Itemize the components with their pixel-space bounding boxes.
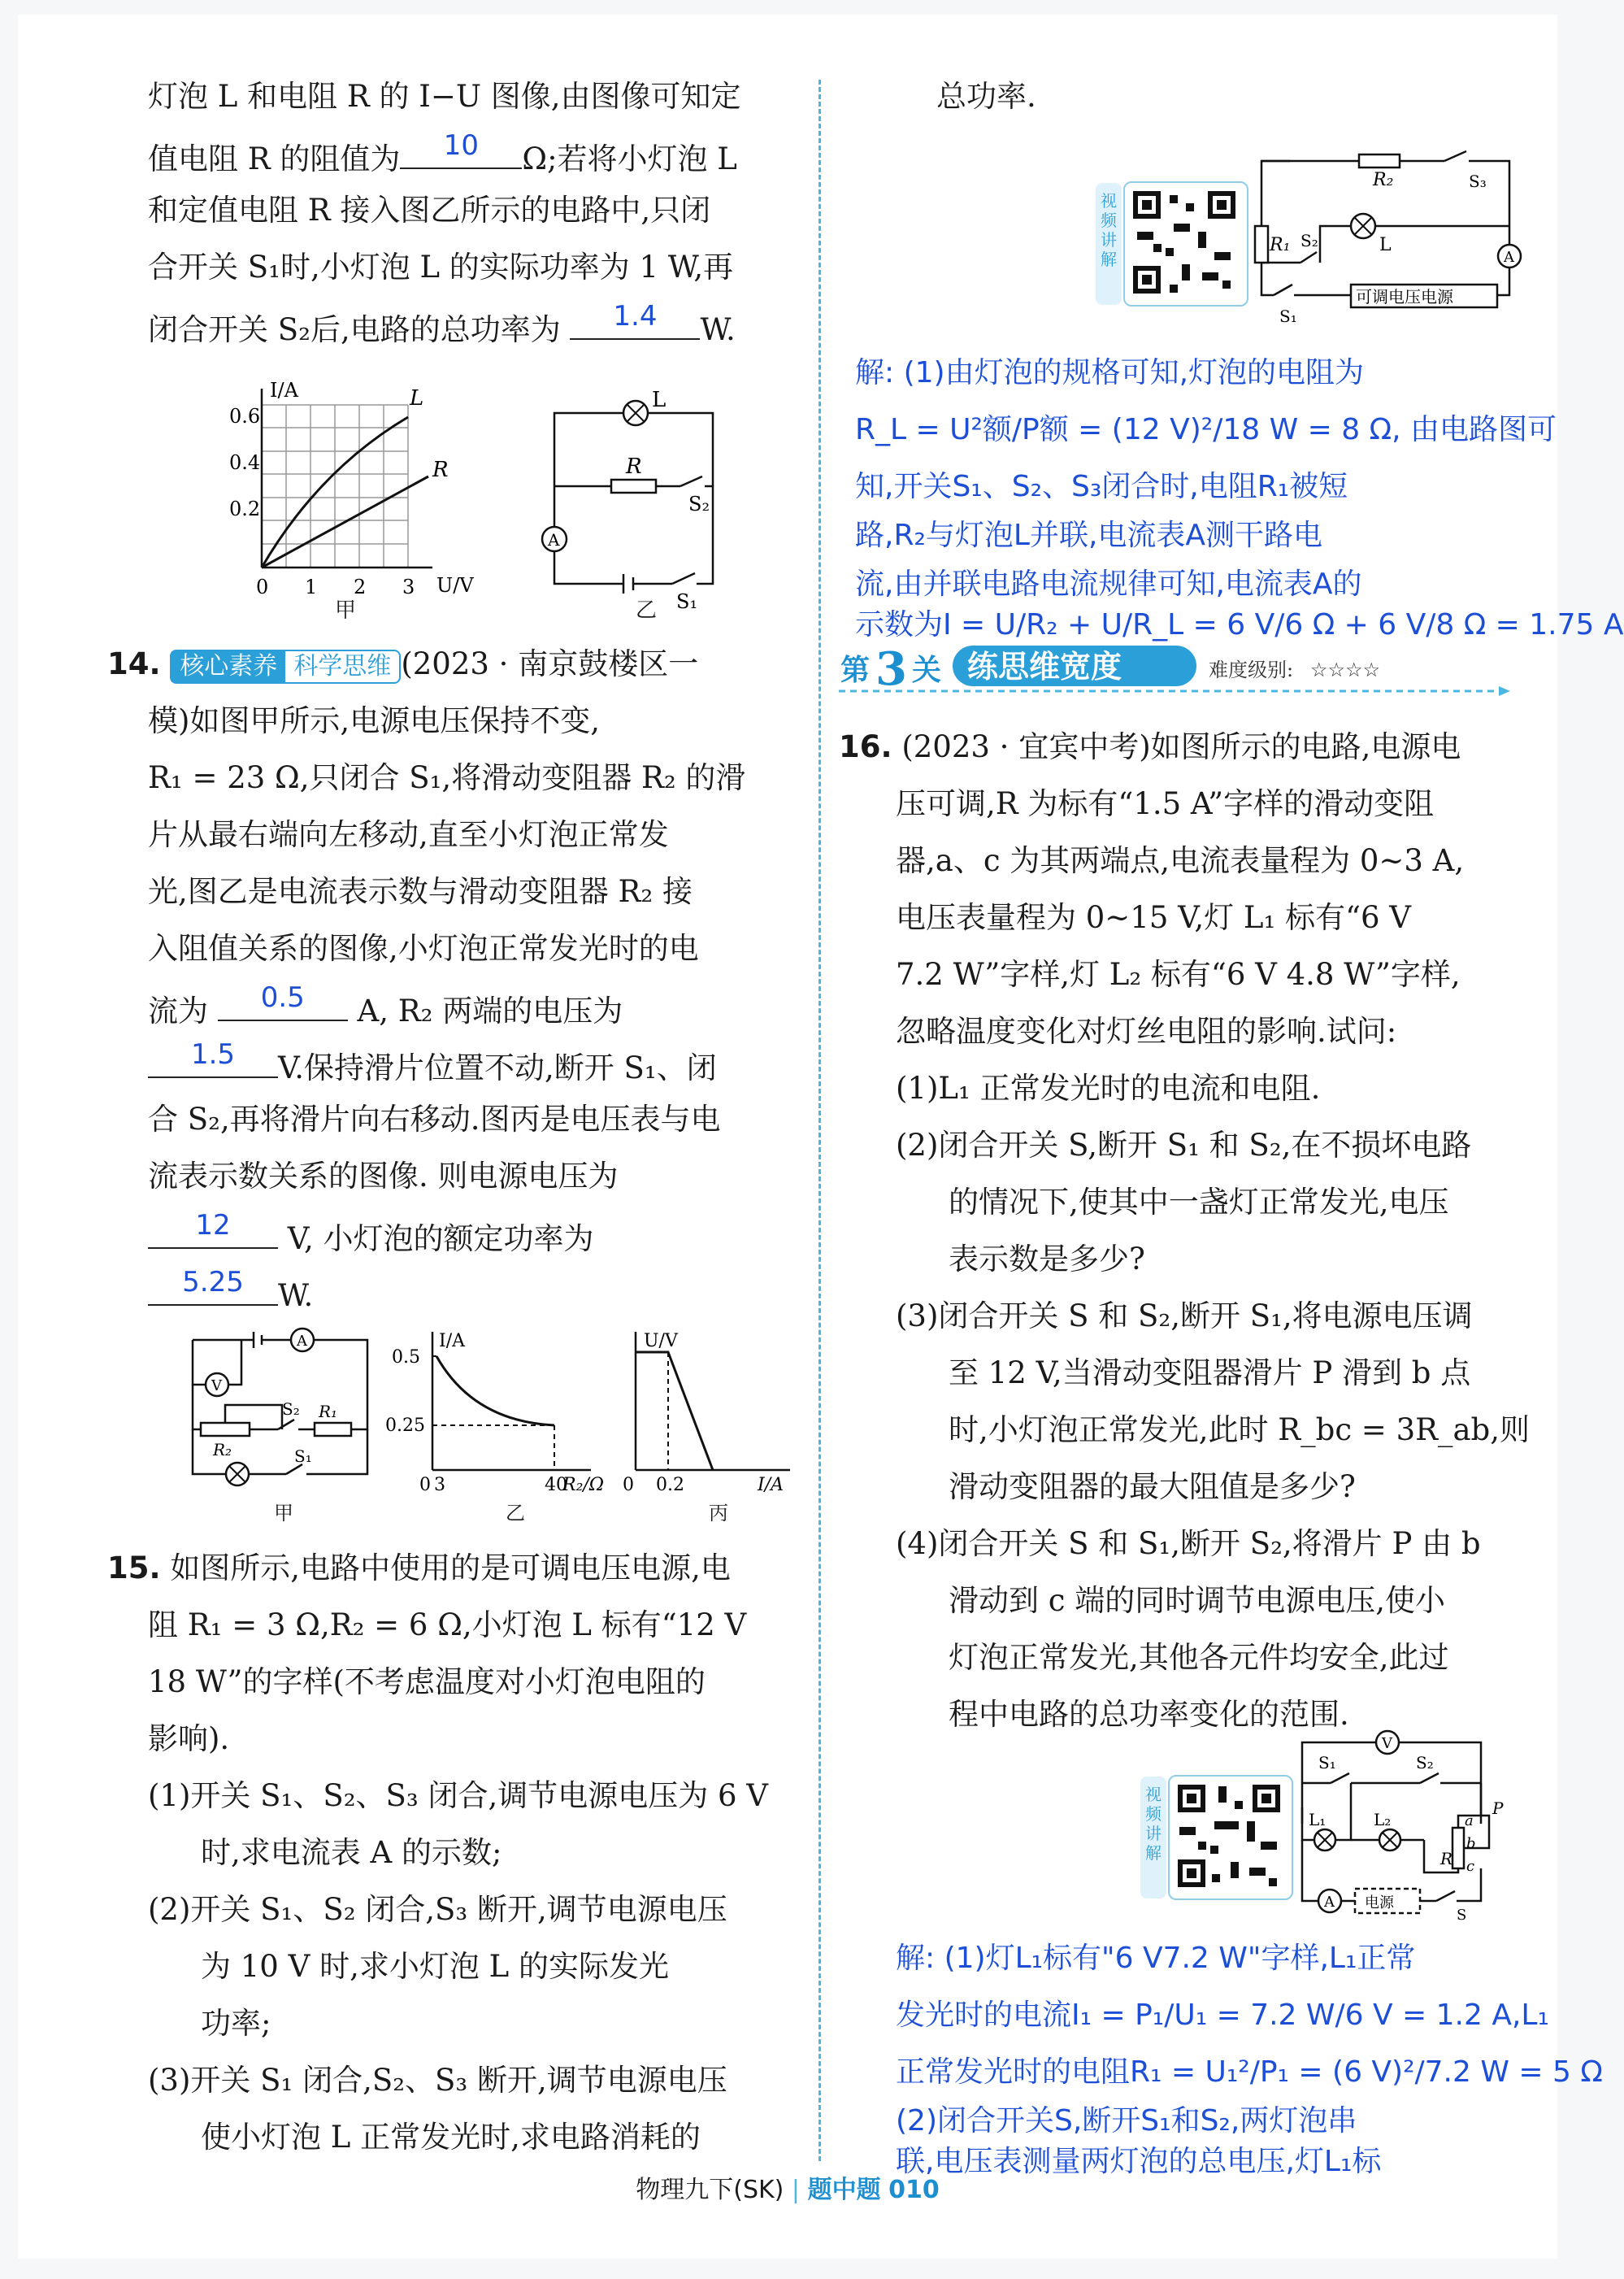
q14-line9: 合 S₂,再将滑片向右移动.图丙是电压表与电 [148, 1102, 721, 1137]
q13-line2: 值电阻 R 的阻值为 10 Ω;若将小灯泡 L [148, 135, 737, 178]
q16-line6: 忽略温度变化对灯丝电阻的影响.试问: [896, 1014, 1397, 1049]
q16-part1: (1)L₁ 正常发光时的电流和电阻. [896, 1071, 1321, 1106]
x-tick: 2 [354, 576, 367, 598]
qr-code-video[interactable] [1145, 1775, 1293, 1900]
s3-label: S₃ [1469, 172, 1487, 191]
q14-line10: 流表示数关系的图像. 则电源电压为 [148, 1159, 619, 1194]
resistor-label: R [626, 454, 642, 479]
answer-blank [148, 1038, 278, 1078]
q15-solution-6-clip [855, 607, 1624, 642]
r1-icon [1255, 226, 1268, 263]
iu-graph [229, 372, 473, 616]
lamp-icon [226, 1463, 249, 1485]
ammeter-label: A [548, 530, 560, 550]
q15-part2a: (2)开关 S₁、S₂ 闭合,S₃ 断开,调节电源电压 [148, 1892, 727, 1927]
q13-line4: 合开关 S₁时,小灯泡 L 的实际功率为 1 W,再 [148, 250, 734, 285]
q14-line12: 5.25 W. [148, 1272, 313, 1315]
s1-label: S₁ [294, 1446, 312, 1466]
s2-label: S₂ [1416, 1753, 1434, 1772]
banner-graphic [839, 641, 1513, 698]
r1-label: R₁ [1270, 235, 1291, 255]
answer-blank [148, 1209, 278, 1249]
q15-part1b: 时,求电流表 A 的示数; [201, 1835, 502, 1870]
lamp-icon [623, 401, 648, 425]
q15-part3b: 使小灯泡 L 正常发光时,求电路消耗的 [201, 2120, 701, 2155]
answer-value: 10 [443, 129, 480, 162]
qr-code-video[interactable] [1101, 181, 1248, 307]
curve-r-label: R [432, 458, 449, 482]
page [18, 15, 1624, 2259]
column-divider [819, 80, 821, 2161]
q16-part4d: 程中电路的总功率变化的范围. [949, 1697, 1349, 1732]
q15-solution-1: 解: (1)由灯泡的规格可知,灯泡的电阻为 [855, 356, 1365, 389]
q14-line2: 模)如图甲所示,电源电压保持不变, [148, 703, 600, 738]
s2-label: S₂ [282, 1399, 300, 1419]
q15-solution-6: 示数为I = U/R₂ + U/R_L = 6 V/6 Ω + 6 V/8 Ω = 1.75 A [855, 608, 1624, 642]
banner-title: 练思维宽度 [967, 648, 1122, 685]
q16-line2: 压可调,R 为标有“1.5 A”字样的滑动变阻 [896, 786, 1435, 821]
answer-value: 5.25 [182, 1266, 244, 1298]
q16-part4b: 滑动到 c 端的同时调节电源电压,使小 [949, 1583, 1446, 1618]
x-tick: 1 [305, 576, 318, 598]
q15-part2c: 功率; [201, 2006, 271, 2041]
q16-part3d: 滑动变阻器的最大阻值是多少? [949, 1469, 1356, 1504]
fig-label-yi: 乙 [506, 1502, 525, 1524]
s1-label: S₁ [1279, 307, 1297, 326]
answer-blank [148, 1266, 278, 1306]
difficulty-label: 难度级别: [1209, 659, 1294, 681]
circuit-diagram-15 [1245, 145, 1538, 332]
voltage-current-graph [611, 1324, 798, 1494]
q15-solution-3: 知,开关S₁、S₂、S₃闭合时,电阻R₁被短 [855, 470, 1348, 503]
q15-solution-4: 路,R₂与灯泡L并联,电流表A测干路电 [855, 519, 1323, 552]
r2-icon [1359, 154, 1400, 167]
r2-label: R₂ [213, 1440, 232, 1459]
curve [636, 1352, 713, 1470]
l1-label: L₁ [1309, 1810, 1327, 1829]
x-tick: 0 [256, 576, 269, 598]
answer-value: 12 [195, 1209, 231, 1242]
answer-blank [218, 981, 348, 1021]
q15-solution-2: R_L = U²额/P额 = (12 V)²/18 W = 8 Ω, 由电路图可 [855, 413, 1557, 446]
q14-line8: 1.5 V.保持滑片位置不动,断开 S₁、闭 [148, 1044, 717, 1087]
q15-line3: 18 W”的字样(不考虑温度对小灯泡电阻的 [148, 1664, 706, 1699]
x-tick: 0.2 [656, 1475, 684, 1495]
q13-line3: 和定值电阻 R 接入图乙所示的电路中,只闭 [148, 193, 711, 228]
y-axis-label: U/V [644, 1331, 678, 1351]
q13-line1: 灯泡 L 和电阻 R 的 I−U 图像,由图像可知定 [148, 79, 741, 114]
q16-line5: 7.2 W”字样,灯 L₂ 标有“6 V 4.8 W”字样, [896, 957, 1461, 992]
section-name: 题中题 [807, 2176, 881, 2204]
x-tick: 3 [434, 1475, 445, 1495]
answer-value: 1.4 [613, 300, 658, 333]
s-label: S [1457, 1907, 1467, 1924]
s1-label: S₁ [1318, 1753, 1336, 1772]
ammeter-label: A [1324, 1894, 1335, 1911]
q16-solution-5-clip [896, 2143, 1522, 2178]
q16-solution-5: 联,电压表测量两灯泡的总电压,灯L₁标 [896, 2145, 1382, 2178]
q16-line3: 器,a、c 为其两端点,电流表量程为 0~3 A, [896, 843, 1465, 878]
y-axis-label: I/A [439, 1331, 465, 1351]
lamp-label: L [652, 388, 667, 412]
x-tick: 3 [402, 576, 415, 598]
fig-label-yi: 乙 [636, 598, 658, 623]
x-axis-label: U/V [436, 574, 474, 597]
voltmeter-label: V [1382, 1735, 1392, 1752]
q15-line4: 影响). [148, 1721, 230, 1756]
circuit-diagram-14 [180, 1324, 392, 1494]
answer-value: 0.5 [260, 981, 305, 1014]
q16-part3c: 时,小灯泡正常发光,此时 R_bc = 3R_ab,则 [949, 1412, 1530, 1447]
q16-part2c: 表示数是多少? [949, 1242, 1145, 1277]
r2-label: R₂ [1373, 170, 1394, 190]
fig-label-jia: 甲 [274, 1502, 293, 1524]
q16-part3a: (3)闭合开关 S 和 S₂,断开 S₁,将电源电压调 [896, 1298, 1473, 1333]
x-axis-label: I/A [758, 1475, 784, 1495]
lamp-l1-icon [1314, 1829, 1335, 1851]
q16-part3b: 至 12 V,当滑动变阻器滑片 P 滑到 b 点 [949, 1355, 1471, 1390]
q15-line1: 15. 如图所示,电路中使用的是可调电压电源,电 [107, 1551, 731, 1585]
book-title: 物理九下(SK) [636, 2176, 784, 2204]
q15-part1a: (1)开关 S₁、S₂、S₃ 闭合,调节电源电压为 6 V [148, 1778, 769, 1813]
difficulty-stars: ☆☆☆☆ [1310, 659, 1381, 681]
q14-line7: 流为 0.5 A, R₂ 两端的电压为 [148, 987, 623, 1030]
q14-line5: 光,图乙是电流表示数与滑动变阻器 R₂ 接 [148, 874, 693, 909]
source-label: 可调电压电源 [1356, 287, 1453, 307]
b-label: b [1466, 1835, 1476, 1852]
lamp-l2-icon [1379, 1829, 1400, 1851]
q16-solution-2: 发光时的电流I₁ = P₁/U₁ = 7.2 W/6 V = 1.2 A,L₁ [896, 1998, 1549, 2032]
q16-part4a: (4)闭合开关 S 和 S₁,断开 S₂,将滑片 P 由 b [896, 1526, 1481, 1561]
x-tick: 0 [419, 1475, 431, 1495]
q16-line4: 电压表量程为 0~15 V,灯 L₁ 标有“6 V [896, 900, 1412, 935]
q15-part3c: 总功率. [936, 79, 1036, 114]
banner-di: 第 [840, 653, 871, 687]
lamp-icon [1351, 214, 1375, 238]
core-literacy-tag: 核心素养 科学思维 [170, 650, 401, 684]
fig-label-jia: 甲 [335, 598, 357, 623]
source-label: 电源 [1365, 1894, 1394, 1911]
current-resistance-graph [385, 1324, 605, 1495]
switch-s1-label: S₁ [676, 590, 698, 613]
qr-label: 视频讲解 [1096, 183, 1122, 305]
lamp-label: L [1379, 235, 1392, 255]
answer-blank [570, 300, 700, 340]
r-label: R [1440, 1849, 1453, 1868]
q14-line3: R₁ = 23 Ω,只闭合 S₁,将滑动变阻器 R₂ 的滑 [148, 760, 746, 795]
ammeter-label: A [1504, 249, 1514, 266]
q16-solution-4: (2)闭合开关S,断开S₁和S₂,两灯泡串 [896, 2104, 1357, 2138]
y-axis-label: I/A [270, 379, 298, 402]
voltmeter-label: V [211, 1377, 222, 1394]
q15-line2: 阻 R₁ = 3 Ω,R₂ = 6 Ω,小灯泡 L 标有“12 V [148, 1607, 747, 1642]
q16-solution-3: 正常发光时的电阻R₁ = U₁²/P₁ = (6 V)²/7.2 W = 5 Ω [896, 2055, 1603, 2089]
y-tick: 0.2 [229, 498, 261, 520]
x-tick: 0 [623, 1475, 634, 1495]
x-axis-label: R₂/Ω [562, 1475, 605, 1495]
switch-s2-label: S₂ [688, 493, 710, 515]
q14-line11: 12 V, 小灯泡的额定功率为 [148, 1215, 594, 1258]
qr-code-icon [1125, 183, 1244, 302]
answer-value: 1.5 [190, 1038, 236, 1071]
banner-number: 3 [875, 642, 907, 696]
circuit-diagram-13 [530, 388, 798, 613]
a-end-label: a [1465, 1812, 1474, 1829]
q14-line4: 片从最右端向左移动,直至小灯泡正常发 [148, 817, 669, 852]
answer-blank [400, 129, 522, 169]
page-footer: 物理九下(SK) | 题中题 010 [636, 2176, 940, 2204]
page-number: 010 [888, 2176, 940, 2204]
q13-line5: 闭合开关 S₂后,电路的总功率为 1.4 W. [148, 306, 736, 349]
y-tick: 0.4 [229, 451, 261, 474]
c-label: c [1466, 1858, 1475, 1875]
circuit-diagram-16 [1294, 1726, 1513, 1924]
q14-line1: 14. 核心素养 科学思维 (2023 · 南京鼓楼区一 [107, 646, 698, 684]
q14-line6: 入阻值关系的图像,小灯泡正常发光时的电 [148, 931, 699, 966]
q16-part2a: (2)闭合开关 S,断开 S₁ 和 S₂,在不损坏电路 [896, 1128, 1472, 1163]
s2-label: S₂ [1301, 231, 1318, 250]
banner-guan: 关 [912, 653, 942, 687]
r1-label: R₁ [319, 1402, 338, 1421]
y-tick: 0.5 [392, 1347, 420, 1368]
curve [436, 1356, 554, 1425]
p-label: P [1492, 1798, 1504, 1818]
qr-code-icon [1170, 1777, 1288, 1895]
y-tick: 0.6 [229, 405, 261, 428]
q16-line1: 16. (2023 · 宜宾中考)如图所示的电路,电源电 [839, 729, 1461, 764]
q16-solution-1: 解: (1)灯L₁标有"6 V7.2 W"字样,L₁正常 [896, 1942, 1416, 1975]
curve-l-label: L [410, 386, 424, 411]
l2-label: L₂ [1374, 1810, 1392, 1829]
resistor-icon [611, 480, 656, 493]
qr-label: 视频讲解 [1140, 1777, 1166, 1898]
y-tick: 0.25 [385, 1416, 425, 1436]
q16-part2b: 的情况下,使其中一盏灯正常发光,电压 [949, 1185, 1449, 1220]
q15-part3a: (3)开关 S₁ 闭合,S₂、S₃ 断开,调节电源电压 [148, 2063, 727, 2098]
ammeter-label: A [297, 1333, 307, 1350]
q16-part4c: 灯泡正常发光,其他各元件均安全,此过 [949, 1640, 1449, 1675]
q15-part2b: 为 10 V 时,求小灯泡 L 的实际发光 [201, 1949, 669, 1984]
fig-label-bing: 丙 [709, 1502, 728, 1524]
x-tick: 40 [545, 1475, 567, 1495]
q15-solution-5: 流,由并联电路电流规律可知,电流表A的 [855, 568, 1362, 601]
section-banner [839, 641, 1513, 698]
